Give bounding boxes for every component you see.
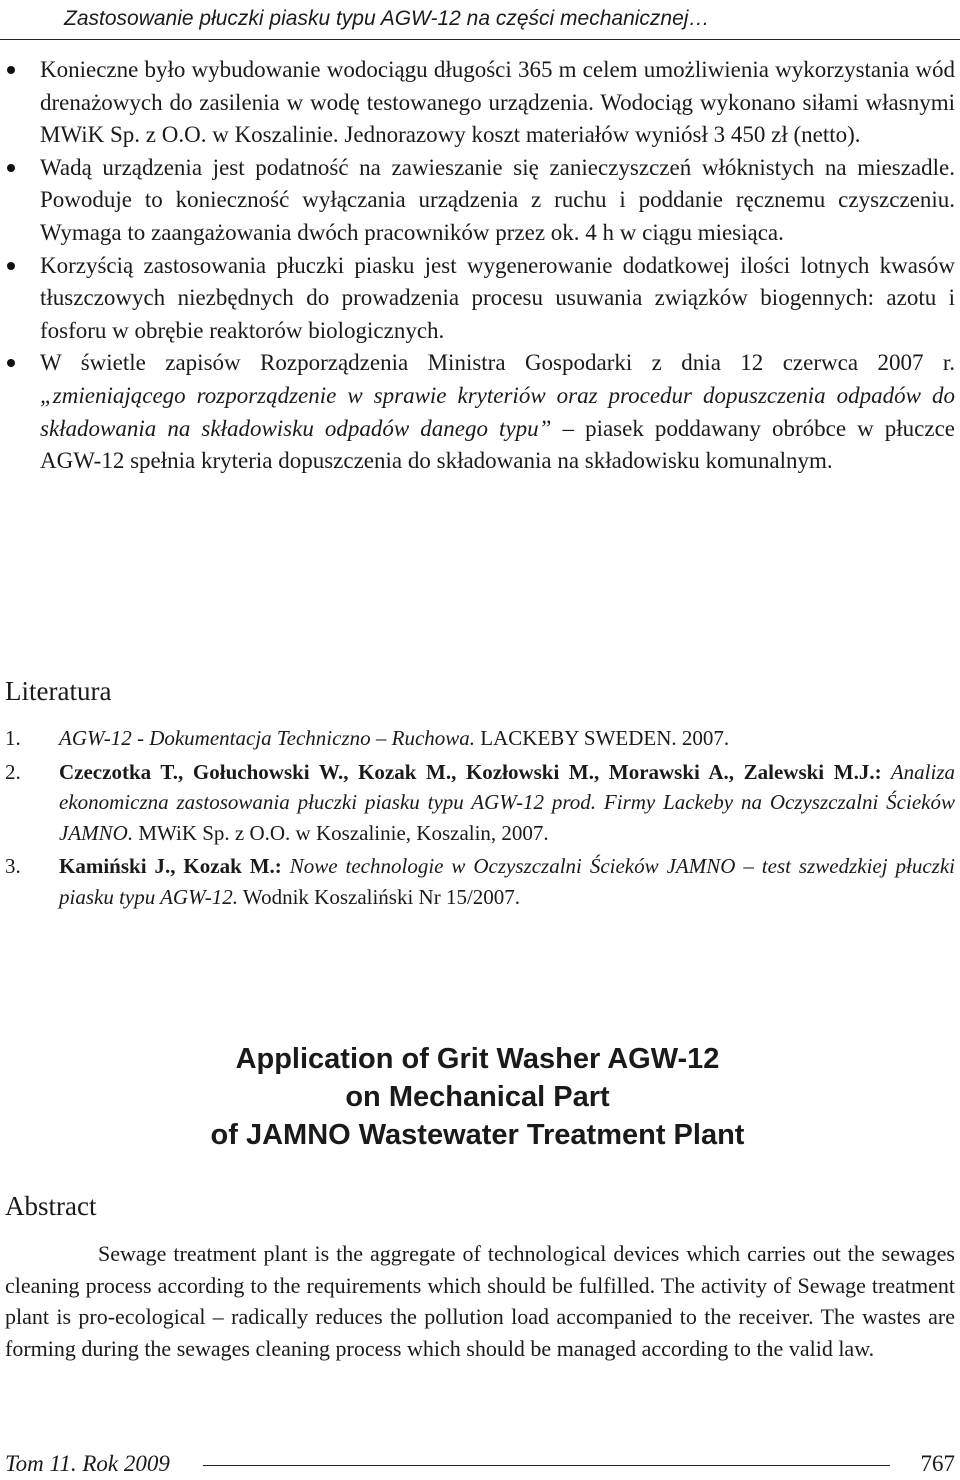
- page-number: 767: [920, 1451, 955, 1476]
- english-title-line: of JAMNO Wastewater Treatment Plant: [210, 1119, 745, 1151]
- reference-publisher: LACKEBY SWEDEN. 2007.: [475, 726, 730, 750]
- bullet-text: Wadą urządzenia jest podatność na zawieszanie się zanieczyszczeń włóknistych na mieszadle. Powoduje to konieczność wyłączania urządzenia z ruchu i poddanie ręcznemu czyszczeniu. Wymaga to zaangażowania dwóch pracowników przez ok. 4 h w ciągu miesiąca.: [40, 154, 955, 245]
- header-rule: [0, 39, 960, 40]
- reference-title: Nowe technologie w Oczyszczalni Ścieków JAMNO – test szwedzkiej płuczki piasku typu AGW-12.: [59, 854, 955, 909]
- list-item: [0, 152, 955, 250]
- reference-item: [0, 757, 955, 849]
- list-item: [0, 54, 955, 152]
- reference-list: [0, 723, 955, 915]
- literature-heading: Literatura: [5, 676, 112, 706]
- bullet-icon: [7, 359, 15, 367]
- english-title: [0, 1040, 955, 1154]
- abstract-text: Sewage treatment plant is the aggregate of technological devices which carries out the sewages cleaning process according to the requirements which should be fulfilled. The activity of Sewage treatment plant is pro-ecological – radically reduces the pollution load accompanied to the receiver. The wastes are forming during the sewages cleaning process which should be managed according to the valid law.: [5, 1241, 955, 1361]
- reference-publisher: MWiK Sp. z O.O. w Koszalinie, Koszalin, 2007.: [133, 820, 549, 845]
- reference-number: 3.: [5, 854, 21, 878]
- english-title-line: on Mechanical Part: [345, 1081, 610, 1113]
- list-item: [0, 347, 955, 477]
- bullet-text: Konieczne było wybudowanie wodociągu długości 365 m celem umożliwienia wykorzystania wód drenażowych do zasilenia w wodę testowanego urządzenia. Wodociąg wykonano siłami własnymi MWiK Sp. z O.O. w Koszalinie. Jednorazowy koszt materiałów wyniósł 3 450 zł (netto).: [40, 57, 955, 148]
- bullet-icon: [7, 164, 15, 172]
- journal-volume: Tom 11. Rok 2009: [5, 1451, 170, 1476]
- bullet-text-tail: – piasek poddawany obróbce w płuczce AGW-12 spełnia kryteria dopuszczenia do składowania na składowisku komunalnym.: [40, 415, 955, 474]
- reference-authors: Czeczotka T., Gołuchowski W., Kozak M., Kozłowski M., Morawski A., Zalewski M.J.:: [59, 759, 882, 784]
- reference-number: 2.: [5, 759, 21, 784]
- english-title-line: Application of Grit Washer AGW-12: [235, 1043, 720, 1075]
- bullet-text-lead: W świetle zapisów Rozporządzenia Ministra Gospodarki z dnia 12 czerwca 2007 r.: [40, 350, 955, 376]
- running-head: Zastosowanie płuczki piasku typu AGW-12 na części mechanicznej…: [64, 7, 710, 30]
- reference-title: Analiza ekonomiczna zastosowania płuczki piasku typu AGW-12 prod. Firmy Lackeby na Oczyszczalni Ścieków JAMNO.: [59, 759, 955, 845]
- reference-item: [0, 851, 955, 912]
- reference-title: AGW-12 - Dokumentacja Techniczno – Ruchowa.: [59, 726, 476, 750]
- list-item: [0, 250, 955, 348]
- bullet-icon: [7, 262, 15, 270]
- bullet-list: [0, 54, 955, 478]
- bullet-text: Korzyścią zastosowania płuczki piasku jest wygenerowanie dodatkowej ilości lotnych kwasów tłuszczowych niezbędnych do prowadzenia procesu usuwania związków biogennych: azotu i fosforu w obrębie reaktorów biologicznych.: [40, 252, 955, 343]
- regulation-title: „zmieniającego rozporządzenie w sprawie kryteriów oraz procedur dopuszczenia odpadów do składowania na składowisku odpadów danego typu”: [40, 382, 955, 441]
- abstract-heading: Abstract: [5, 1191, 97, 1221]
- reference-publisher: Wodnik Koszaliński Nr 15/2007.: [238, 884, 521, 909]
- bullet-icon: [7, 66, 15, 74]
- footer-rule: [203, 1465, 890, 1466]
- reference-authors: Kamiński J., Kozak M.:: [59, 854, 282, 878]
- reference-number: 1.: [5, 726, 21, 750]
- reference-item: [0, 723, 955, 754]
